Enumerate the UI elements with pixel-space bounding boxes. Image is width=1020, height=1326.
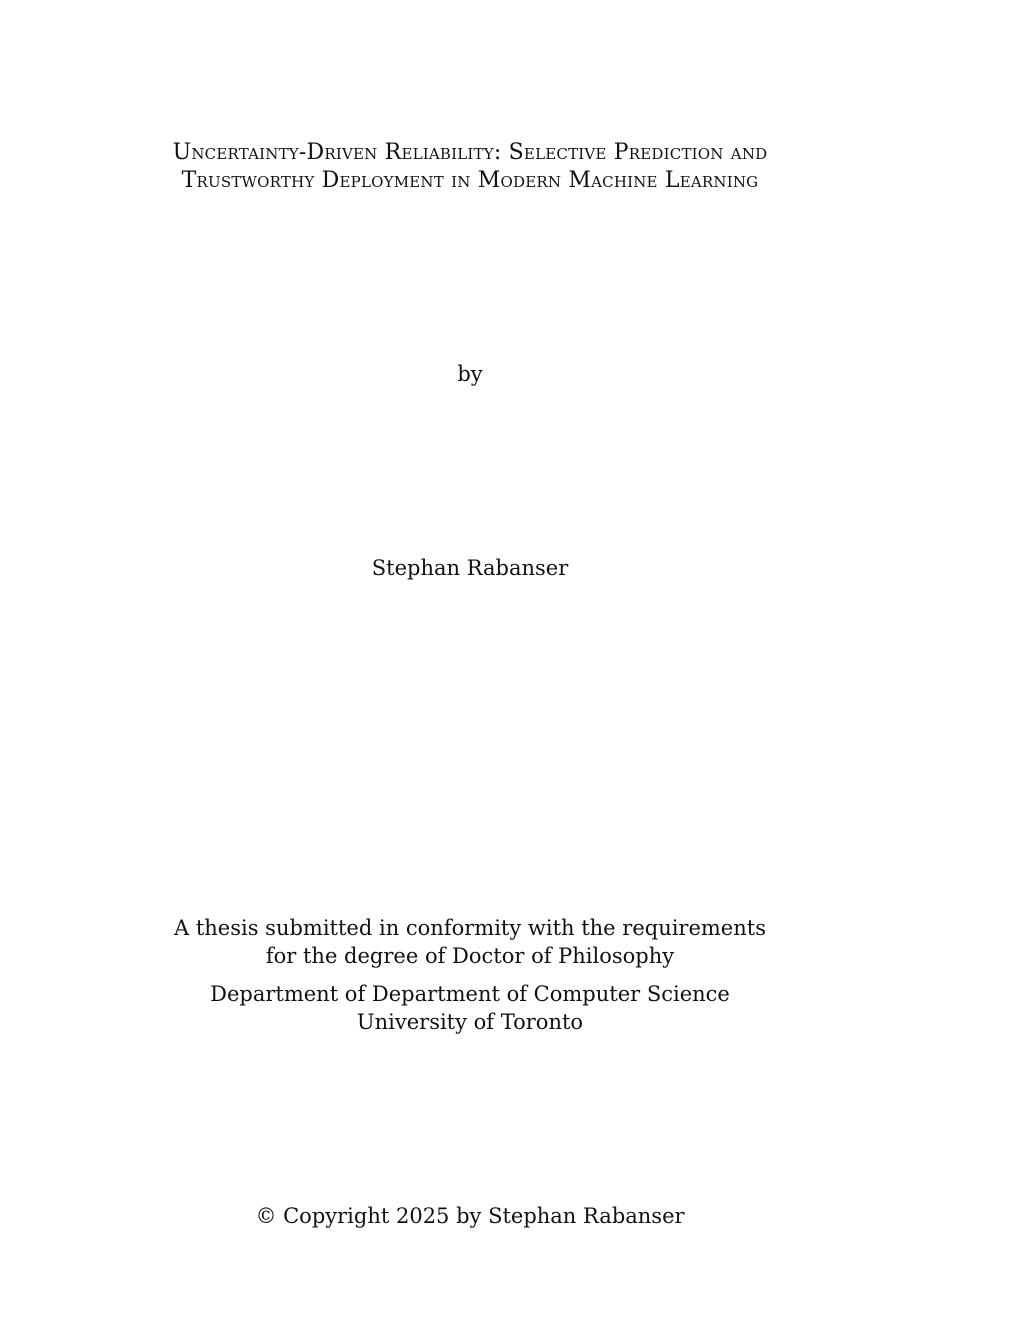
copyright-notice: © Copyright 2025 by Stephan Rabanser [255, 1204, 685, 1228]
submission-line-2: for the degree of Doctor of Philosophy [265, 944, 675, 968]
university-name: University of Toronto [356, 1010, 584, 1034]
submission-statement [0, 914, 940, 970]
department-name: Department of Department of Computer Science [210, 982, 730, 1006]
author-name: Stephan Rabanser [371, 556, 569, 580]
by-label: by [457, 362, 483, 386]
submission-line-1: A thesis submitted in conformity with the requirements [174, 916, 766, 940]
thesis-title [0, 139, 940, 195]
thesis-title-line-2: Trustworthy Deployment in Modern Machine Learning [181, 168, 759, 193]
thesis-title-line-1: Uncertainty-Driven Reliability: Selective Prediction and [172, 140, 768, 165]
department-info [0, 980, 940, 1036]
